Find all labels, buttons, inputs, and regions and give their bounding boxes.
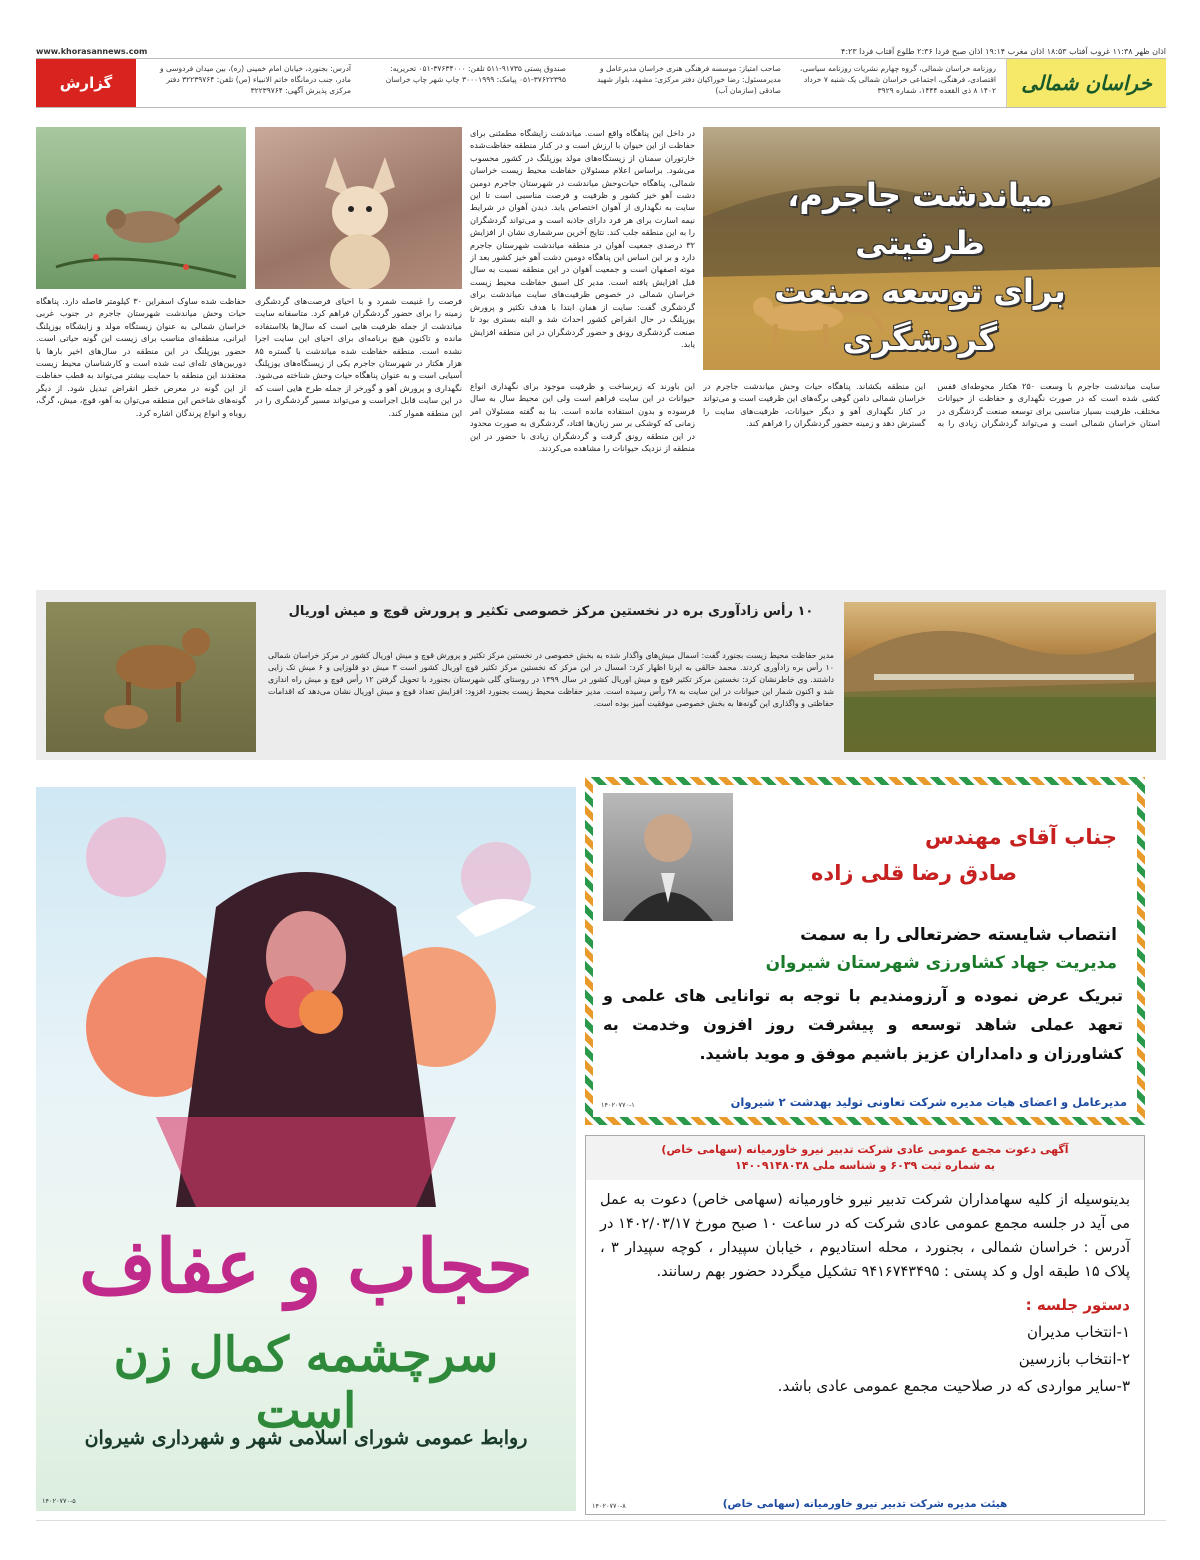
website-url[interactable]: www.khorasannews.com bbox=[36, 46, 148, 56]
masthead-col-3: صندوق پستی ۹۱۷۳۵-۵۱۱ تلفن: ۳۷۶۳۴۰۰۰-۰۵۱ تحریریه: ۳۷۶۲۲۳۹۵-۰۵۱ پیامک: ۳۰۰۰۱۹۹۹ چاپ شهر چاپ خراسان bbox=[385, 64, 566, 84]
page-header bbox=[36, 58, 1166, 108]
congratulation-ad bbox=[585, 777, 1145, 1125]
logo-text: خراسان شمالی bbox=[1021, 71, 1152, 95]
petal-icon bbox=[86, 817, 166, 897]
article-col-3: فرصت را غنیمت شمرد و با احیای فرصت‌های گردشگری زمینه را برای حضور گردشگران فراهم کرد. متاسفانه سایت میاندشت از جمله ظرفیت هایی است که سال‌ها بلااستفاده مانده و تاکنون هیچ برنامه‌ای برای احیای این سایت اجرا نشده است. منطقه حفاظت شده میاندشت با گستره ۸۵ هزار هکتار در شهرستان جاجرم یکی از زیستگاه‌های یوزپلنگ آسیایی است و به عنوان پناهگاه حیات وحش شناخته می‌شود. نگهداری و پرورش آهو و گورخر از جمله طرح هایی است که در این سایت قابل اجراست و می‌تواند مسیر گردشگری را در این منطقه هموار کند. bbox=[255, 296, 462, 418]
congrats-name: صادق رضا قلی زاده bbox=[811, 861, 1017, 885]
article-col-1a: در داخل این پناهگاه واقع است. میاندشت زایشگاه مطمئنی برای حفاظت از این حیوان با ارزش است و در کنار منطقه حفاظت‌شده خارتوران سمنان از زیستگاه‌های مولد یوزپلنگ در کشور محسوب می‌شود. براساس اعلام مسئولان حفاظت محیط زیست خراسان شمالی، پناهگاه حیات‌وحش میاندشت در شهرستان جاجرم دومین دشت آهو خیز کشور و ظرفیت و فرصت مناسبی است تا این سایت به نگهداری از آهوان اختصاص یابد. دیدن آهوان در شرایط نیمه اسارت برای هر فرد دارای جاذبه است و می‌تواند گردشگران را به این منطقه جلب کند. نتایج آخرین سرشماری نشان از افزایش ۳۲ درصدی جمعیت آهوان در منطقه میاندشت شهرستان جاجرم دارد و بر این اساس این پناهگاه دومین دشت آهو خیز کشور بعد از موته اصفهان است و جمعیت آهوان در این منطقه نسبت به سال قبل افزایش یافته است. مدیر کل اسبق حفاظت محیط زیست خراسان شمالی در خصوص ظرفیت‌های سایت میاندشت برای گردشگری گفت: سایت از همان ابتدا با هدف تکثیر و پرورش یوزپلنگ در حال انقراض کشور احداث شد و البته بستری بود تا صنعت گردشگری رونق و حضور گردشگران در این منطقه افزایش یابد. bbox=[470, 128, 695, 349]
congrats-title: جناب آقای مهندس bbox=[925, 825, 1117, 849]
hero-title-line-2: برای توسعه صنعت گردشگری bbox=[774, 272, 1066, 358]
poster-headline: حجاب و عفاف bbox=[79, 1224, 533, 1310]
portrait-photo bbox=[603, 793, 733, 921]
hero-title bbox=[720, 171, 1120, 363]
breeding-title: ۱۰ رأس زادآوری بره در نخستین مرکز خصوصی تکثیر و پرورش قوچ و میش اوریال bbox=[288, 604, 814, 619]
sheep-figure bbox=[46, 602, 256, 752]
congrats-signature: مدیرعامل و اعضای هیات مدیره شرکت تعاونی تولید بهدشت ۲ شیروان bbox=[730, 1095, 1127, 1109]
agenda-title: دستور جلسه : bbox=[1025, 1296, 1130, 1314]
congrats-code: ۱۴۰۲۰۷۷۰-۱ bbox=[601, 1101, 635, 1109]
masthead bbox=[136, 59, 1006, 107]
bird-photo bbox=[36, 127, 246, 289]
notice-agenda bbox=[586, 1292, 1144, 1400]
congrats-line-1: انتصاب شایسته حضرتعالی را به سمت bbox=[800, 925, 1117, 945]
fenced-site-scene bbox=[844, 602, 1156, 752]
agenda-item: ۳-سایر مواردی که در صلاحیت مجمع عمومی عادی باشد. bbox=[777, 1377, 1130, 1395]
poster-tagline: سرچشمه کمال زن است bbox=[113, 1327, 499, 1439]
notice-title: آگهی دعوت مجمع عمومی عادی شرکت تدبیر نیرو خاورمیانه (سهامی خاص) bbox=[661, 1143, 1069, 1156]
prayer-times: اذان ظهر ۱۱:۳۸ غروب آفتاب ۱۸:۵۳ اذان مغرب ۱۹:۱۴ اذان صبح فردا ۲:۳۶ طلوع آفتاب فردا ۴:۲۳ bbox=[841, 46, 1166, 56]
dove-icon bbox=[456, 899, 536, 937]
article-col-1b: این باورند که زیرساخت و ظرفیت موجود برای نگهداری انواع حیوانات در این سایت فراهم است ولی این محیط سال به سال فرسوده و بدون استفاده مانده است. بنا به گفته مسئولان امر زمانی که کوشکی بر سر زبان‌ها افتاد، گردشگری به صورت محدود در این منطقه رونق گرفت و گردشگران زیادی با حضور در این منطقه از نزدیک حیوانات را مشاهده می‌کردند. bbox=[470, 381, 695, 454]
fox-photo bbox=[255, 127, 462, 289]
notice-header bbox=[586, 1136, 1144, 1180]
notice-body: بدینوسیله از کلیه سهامداران شرکت تدبیر نیرو خاورمیانه (سهامی خاص) دعوت به عمل می آید در جلسه مجمع عمومی عادی شرکت که در ساعت ۱۰ صبح مورخ ۱۴۰۲/۰۳/۱۷ در آدرس : خراسان شمالی ، بجنورد ، محله استادیوم ، خیابان سپیدار ، کوچه سپیدار ۳ ، پلاک ۱۵ طبقه اول و کد پستی : ۹۴۱۶۷۴۳۴۹۵ تشکیل میگردد حضور بهم رسانند. bbox=[600, 1192, 1130, 1280]
hero-cheetah-photo bbox=[703, 127, 1160, 370]
article-col-2: سایت میاندشت جاجرم با وسعت ۲۵۰ هکتار محوطه‌ای قفس کشی شده است که در صورت نگهداری و حفاظت از حیوانات مختلف، ظرفیت بسیار مناسبی برای توسعه صنعت گردشگری در استان خراسان شمالی است و می‌تواند گردشگران زیادی را به این منطقه بکشاند. پناهگاه حیات وحش میاندشت جاجرم در خراسان شمالی دامن گوهی برگه‌های این ظرفیت است و می‌تواند در کنار نگهداری آهو و دیگر حیوانات، ظرفیت‌های سایت را گسترش دهد و زمینه حضور گردشگران را فراهم کند. bbox=[703, 381, 1160, 429]
poster-code: ۱۴۰۲۰۷۷۰-۵ bbox=[42, 1497, 76, 1505]
sheep-photo bbox=[46, 602, 256, 752]
shareholders-notice bbox=[585, 1135, 1145, 1515]
masthead-col-1: روزنامه خراسان شمالی، گروه چهارم نشریات روزنامه سیاسی، اقتصادی، فرهنگی، اجتماعی خراسان شمالی یک شنبه ۷ خرداد ۱۴۰۲ ۸ ذی القعده ۱۴۴۴، شماره ۳۹۲۹ bbox=[799, 64, 996, 95]
page-footer-rule bbox=[36, 1520, 1166, 1521]
notice-code: ۱۴۰۲۰۷۷۰-۸ bbox=[592, 1502, 626, 1510]
agenda-item: ۲-انتخاب بازرسین bbox=[1018, 1350, 1130, 1368]
bird-figure bbox=[36, 127, 246, 289]
agenda-item: ۱-انتخاب مدیران bbox=[1026, 1323, 1130, 1341]
breeding-body: مدیر حفاظت محیط زیست بجنورد گفت: اسمال میش‌های واگذار شده به بخش خصوصی در نخستین مرکز تکثیر و پرورش قوچ و میش اوریال کشور در مرکز خراسان شمالی ۱۰ رأس بره زادآوری کردند. محمد خالقی به ایرنا اظهار کرد: امسال در این مرکز که نخستین مرکز تکثیر قوچ اوریال کشور است ۳ میش دو قلوزایی و ۶ میش تک زایی داشتند. وی خاطرنشان کرد: نخستین مرکز تکثیر قوچ و میش اوریال کشور در سال ۱۳۹۹ در روستای گلی شهرستان بجنورد با تحویل گرفتن ۱۲ رأس قوچ و میش راه اندازی شد و اکنون شمار این حیوانات در این سایت به ۲۸ رأس رسیده است. مدیر حفاظت محیط زیست بجنورد افزود: افزایش تعداد قوچ و میش اوریال نشان می‌دهد که اقدامات حفاظتی و واگذاری این گونه‌ها به بخش خصوصی موفقیت آمیز بوده است. bbox=[268, 651, 834, 708]
breeding-section bbox=[36, 590, 1166, 760]
newspaper-logo[interactable] bbox=[1006, 59, 1166, 107]
fox-figure bbox=[255, 127, 462, 289]
notice-registration: به شماره ثبت ۶۰۳۹ و شناسه ملی ۱۴۰۰۹۱۴۸۰۳۸ bbox=[735, 1159, 995, 1172]
portrait-figure bbox=[603, 793, 733, 921]
hijab-poster bbox=[36, 787, 576, 1511]
congrats-body: تبریک عرض نموده و آرزومندیم با توجه به توانایی های علمی و تعهد عملی شاهد توسعه و پیشرفت روز افزون وخدمت به کشاورزان و دامداران عزیز باشیم موفق و موید باشید. bbox=[603, 986, 1123, 1063]
fenced-site-photo bbox=[844, 602, 1156, 752]
poster-footer: روابط عمومی شورای اسلامی شهر و شهرداری شیروان bbox=[84, 1427, 528, 1449]
section-tag: گزارش bbox=[36, 59, 136, 107]
congrats-line-2: مدیریت جهاد کشاورزی شهرستان شیروان bbox=[765, 953, 1117, 973]
top-strip bbox=[36, 44, 1166, 58]
notice-signature: هیئت مدیره شرکت تدبیر نیرو خاورمیانه (سهامی خاص) bbox=[722, 1498, 1008, 1510]
article-col-4: حفاظت شده ساوک اسفراین ۳۰ کیلومتر فاصله دارد. پناهگاه حیات وحش میاندشت شهرستان جاجرم در جنوب غربی خراسان شمالی به عنوان زیستگاه مولد و زایشگاه یوزپلنگ ایرانی، منطقه‌ای مناسب برای زیست این گونه حیاتی است. حضور یوزپلنگ در این منطقه در سال‌های اخیر بارها با دوربین‌های تله‌ای ثبت شده است و کارشناسان محیط زیست معتقدند این منطقه با حمایت بیشتر می‌تواند به قطب حفاظت از این گونه در معرض خطر انقراض تبدیل شود. از دیگر گونه‌های شاخص این منطقه می‌توان به آهو، قوچ، میش، گرگ، روباه و انواع پرندگان اشاره کرد. bbox=[36, 296, 246, 418]
masthead-col-4: آدرس: بجنورد، خیابان امام خمینی (ره)، بین میدان فردوسی و مادر، جنب درمانگاه خاتم الانبیاء (ص) تلفن: ۳۲۲۳۹۷۶۴ دفتر مرکزی پذیرش آگهی: ۳۲۲۳۹۷۶۴ bbox=[159, 64, 351, 95]
masthead-col-2: صاحب امتیاز: موسسه فرهنگی هنری خراسان مدیرعامل و مدیرمسئول: رضا خوراکیان دفتر مرکزی: مشهد، بلوار شهید صادقی (سازمان آب) bbox=[596, 64, 781, 95]
hero-title-line-1: میاندشت جاجرم، ظرفیتی bbox=[787, 176, 1053, 262]
